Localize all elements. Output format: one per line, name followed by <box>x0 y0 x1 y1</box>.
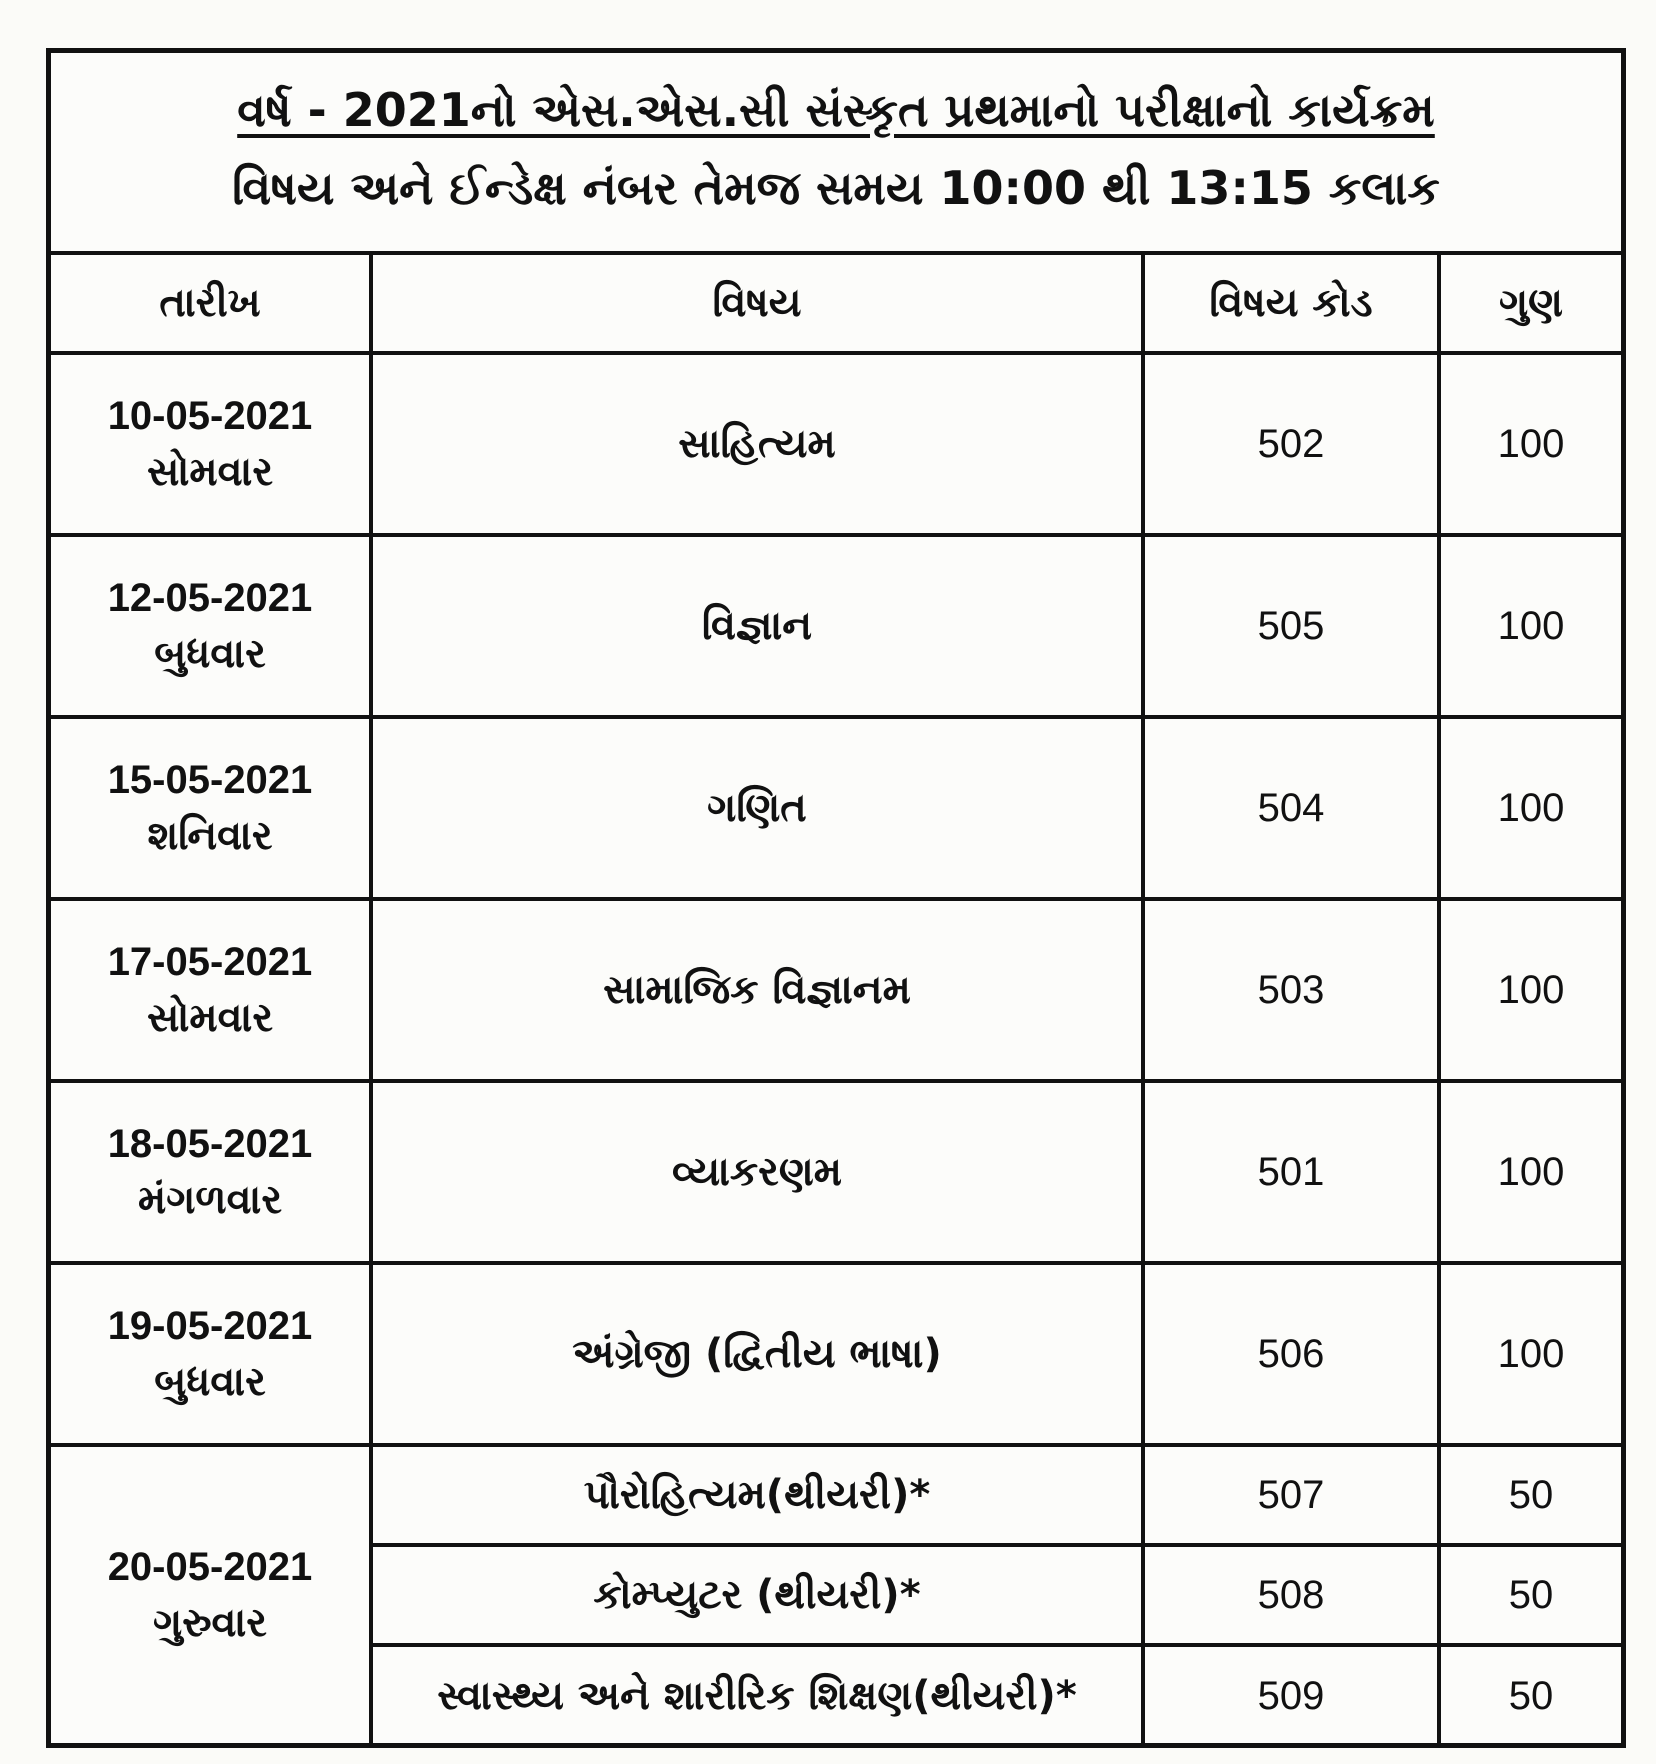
subject-cell: અંગ્રેજી (દ્વિતીય ભાષા) <box>371 1263 1143 1445</box>
exam-day: મંગળવાર <box>137 1177 283 1223</box>
exam-schedule-sheet <box>46 48 1626 1748</box>
column-header-code: વિષય કોડ <box>1143 255 1439 353</box>
subject-cell: પૌરોહિત્યમ(થીયરી)* <box>371 1445 1143 1545</box>
exam-date: 10-05-2021 <box>107 394 313 438</box>
subject-code-cell: 507 <box>1143 1445 1439 1545</box>
subject-code-cell: 509 <box>1143 1645 1439 1745</box>
exam-date: 19-05-2021 <box>107 1304 313 1348</box>
marks-cell: 100 <box>1439 535 1621 717</box>
subject-code-cell: 504 <box>1143 717 1439 899</box>
exam-day: શનિવાર <box>147 813 273 859</box>
exam-day: સોમવાર <box>146 995 274 1041</box>
schedule-header <box>51 53 1621 255</box>
date-cell <box>51 899 371 1081</box>
subject-cell: સામાજિક વિજ્ઞાનમ <box>371 899 1143 1081</box>
table-row <box>51 1445 1621 1545</box>
marks-cell: 100 <box>1439 1263 1621 1445</box>
schedule-table <box>51 255 1621 1747</box>
exam-day: ગુરુવાર <box>153 1600 267 1646</box>
exam-date: 17-05-2021 <box>107 940 313 984</box>
subject-cell: સાહિત્યમ <box>371 353 1143 535</box>
subject-cell: વિજ્ઞાન <box>371 535 1143 717</box>
subject-cell: ગણિત <box>371 717 1143 899</box>
marks-cell: 100 <box>1439 899 1621 1081</box>
table-row <box>51 535 1621 717</box>
subject-code-cell: 505 <box>1143 535 1439 717</box>
table-row <box>51 1081 1621 1263</box>
subject-code-cell: 506 <box>1143 1263 1439 1445</box>
exam-day: બુધવાર <box>154 1359 266 1405</box>
date-cell <box>51 1445 371 1745</box>
exam-date: 20-05-2021 <box>107 1545 313 1589</box>
subject-code-cell: 503 <box>1143 899 1439 1081</box>
column-header-marks: ગુણ <box>1439 255 1621 353</box>
marks-cell: 100 <box>1439 717 1621 899</box>
subject-cell: સ્વાસ્થ્ય અને શારીરિક શિક્ષણ(થીયરી)* <box>371 1645 1143 1745</box>
date-cell <box>51 1263 371 1445</box>
marks-cell: 100 <box>1439 1081 1621 1263</box>
subject-code-cell: 502 <box>1143 353 1439 535</box>
marks-cell: 50 <box>1439 1445 1621 1545</box>
subject-code-cell: 508 <box>1143 1545 1439 1645</box>
subject-cell: કોમ્પ્યુટર (થીયરી)* <box>371 1545 1143 1645</box>
date-cell <box>51 717 371 899</box>
date-cell <box>51 1081 371 1263</box>
table-header-row <box>51 255 1621 353</box>
exam-day: બુધવાર <box>154 631 266 677</box>
marks-cell: 50 <box>1439 1645 1621 1745</box>
table-row <box>51 1263 1621 1445</box>
page-subtitle: વિષય અને ઈન્ડેક્ષ નંબર તેમજ સમય 10:00 થી 13:15 કલાક <box>232 161 1440 215</box>
column-header-subject: વિષય <box>371 255 1143 353</box>
exam-day: સોમવાર <box>146 449 274 495</box>
marks-cell: 100 <box>1439 353 1621 535</box>
column-header-date: તારીખ <box>51 255 371 353</box>
exam-date: 15-05-2021 <box>107 758 313 802</box>
table-row <box>51 353 1621 535</box>
table-row <box>51 717 1621 899</box>
date-cell <box>51 535 371 717</box>
exam-date: 18-05-2021 <box>107 1122 313 1166</box>
subject-code-cell: 501 <box>1143 1081 1439 1263</box>
date-cell <box>51 353 371 535</box>
exam-date: 12-05-2021 <box>107 576 313 620</box>
marks-cell: 50 <box>1439 1545 1621 1645</box>
page-title: વર્ષ - 2021નો એસ.એસ.સી સંસ્કૃત પ્રથમાનો પરીક્ષાનો કાર્યક્રમ <box>237 83 1435 137</box>
table-row <box>51 899 1621 1081</box>
subject-cell: વ્યાકરણમ <box>371 1081 1143 1263</box>
